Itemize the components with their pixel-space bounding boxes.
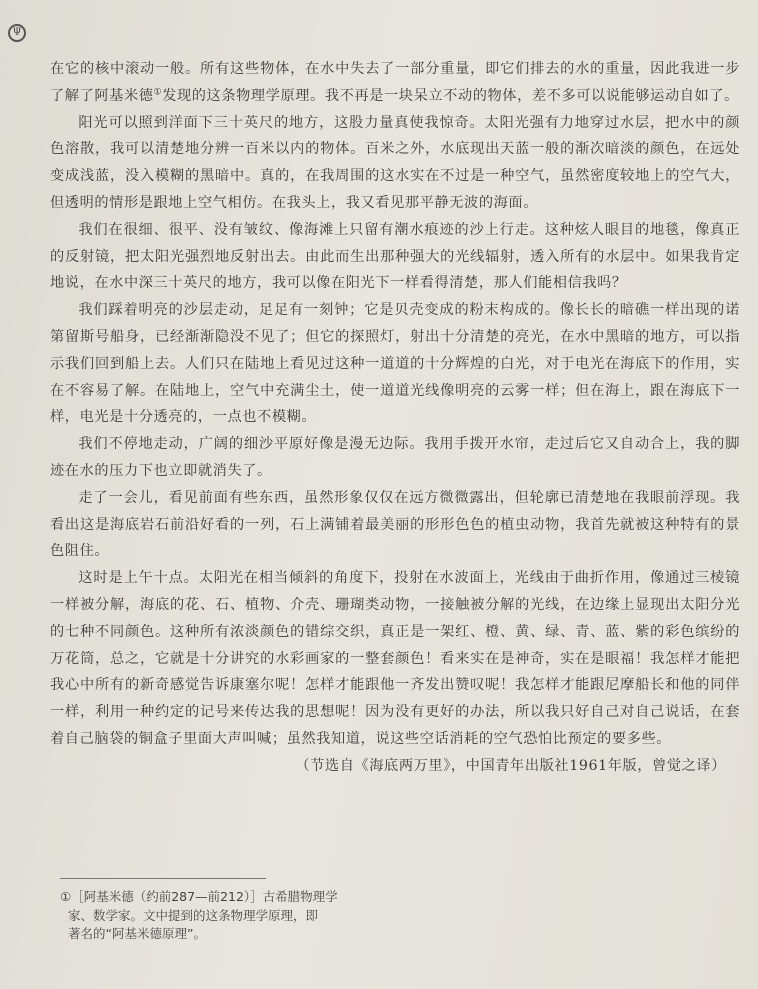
paragraph-6: 走了一会儿，看见前面有些东西，虽然形象仅仅在远方微微露出，但轮廓已清楚地在我眼前浮现。我看出这是海底岩石前沿好看的一列，石上满铺着最美丽的形形色色的植虫动物，我首先就被这种特有的景色阻住。 <box>50 489 740 560</box>
paragraph-7: 这时是上午十点。太阳光在相当倾斜的角度下，投射在水波面上，光线由于曲折作用，像通过三棱镜一样被分解，海底的花、石、植物、介壳、珊瑚类动物，一接触被分解的光线，在边缘上显现出太阳分光的七种不同颜色。这种所有浓淡颜色的错综交织，真正是一架红、橙、黄、绿、青、蓝、紫的彩色缤纷的万花筒，总之，它就是十分讲究的水彩画家的一整套颜色！看来实在是神奇，实在是眼福！我怎样才能把我心中所有的新奇感觉告诉康塞尔呢！怎样才能跟他一齐发出赞叹呢！我怎样才能跟尼摩船长和他的同伴一样，利用一种约定的记号来传达我的思想呢！因为没有更好的办法，所以我只好自己对自己说话，在套着自己脑袋的铜盒子里面大声叫喊；虽然我知道，说这些空话消耗的空气恐怕比预定的要多些。 <box>50 570 740 747</box>
footnote-line-1-text: ［阿基米德（约前287—前212）］古希腊物理学 <box>71 889 338 904</box>
footnote-line-2: 家、数学家。文中提到的这条物理学原理，即 <box>68 907 319 923</box>
paragraph-5: 我们不停地走动，广阔的细沙平原好像是漫无边际。我用手拨开水帘，走过后它又自动合上，我的脚迹在水的压力下也立即就消失了。 <box>50 436 740 479</box>
article-body <box>50 56 740 780</box>
paragraph-1-rest: 发现的这条物理学原理。我不再是一块呆立不动的物体，差不多可以说能够运动自如了。 <box>162 87 739 104</box>
source-citation: （节选自《海底两万里》，中国青年出版社1961年版，曾觉之译） <box>295 757 726 774</box>
footnote <box>60 888 380 944</box>
paragraph-3: 我们在很细、很平、没有皱纹、像海滩上只留有潮水痕迹的沙上行走。这种炫人眼目的地毯，像真正的反射镜，把太阳光强烈地反射出去。由此而生出那种强大的光线辐射，透入所有的水层中。如果我肯定地说，在水中深三十英尺的地方，我可以像在阳光下一样看得清楚，那人们能相信我吗？ <box>50 221 740 292</box>
paragraph-1 <box>50 56 740 110</box>
footnote-divider <box>60 878 266 879</box>
footnote-ref[interactable]: ① <box>153 87 163 98</box>
footnote-line-1 <box>60 888 380 907</box>
publisher-logo-icon: Ψ <box>8 24 26 42</box>
paragraph-1-text: 在它的核中滚动一般。所有这些物体，在水中失去了一部分重量，即它们排去的水的重量，因此我进一步了解了阿基米德 <box>50 61 740 104</box>
paragraph-2: 阳光可以照到洋面下三十英尺的地方，这股力量真使我惊奇。太阳光强有力地穿过水层，把水中的颜色溶散，我可以清楚地分辨一百米以内的物体。百米之外，水底现出天蓝一般的渐次暗淡的颜色，在远处变成浅蓝，没入模糊的黑暗中。真的，在我周围的这水实在不过是一种空气，虽然密度较地上的空气大，但透明的情形是跟地上空气相仿。在我头上，我又看见那平静无波的海面。 <box>50 114 740 211</box>
paragraph-4: 我们踩着明亮的沙层走动，足足有一刻钟；它是贝壳变成的粉末构成的。像长长的暗礁一样出现的诺第留斯号船身，已经渐渐隐没不见了；但它的探照灯，射出十分清楚的亮光，在水中黑暗的地方，可以指示我们回到船上去。人们只在陆地上看见过这种一道道的十分辉煌的白光，对于电光在海底下的作用，实在不容易了解。在陆地上，空气中充满尘土，使一道道光线像明亮的云雾一样；但在海上，跟在海底下一样，电光是十分透亮的，一点也不模糊。 <box>50 302 740 426</box>
footnote-mark: ① <box>60 889 72 904</box>
footnote-line-3: 著名的“阿基米德原理”。 <box>68 926 206 941</box>
